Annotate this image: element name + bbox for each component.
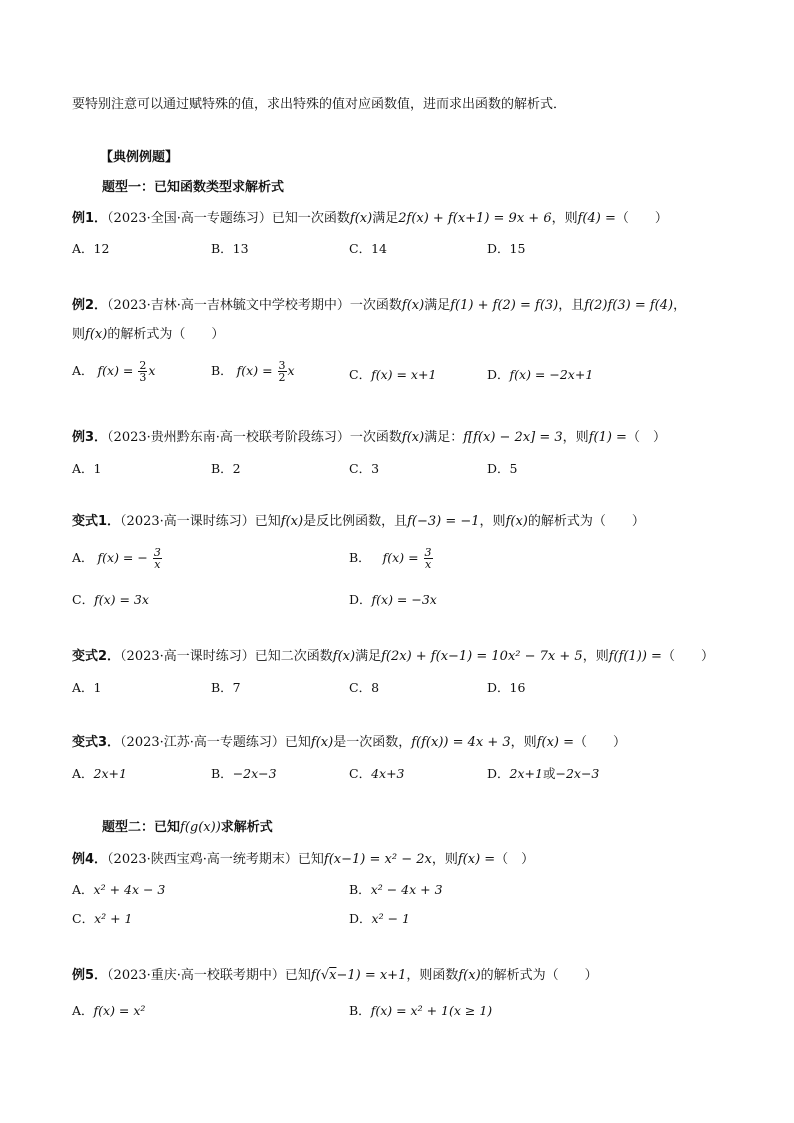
variant-1-option-a[interactable] xyxy=(72,547,163,570)
question-4-tail: ，则 xyxy=(431,852,458,867)
question-2-line-2-fx: f(x) xyxy=(85,327,108,342)
option-letter: A． xyxy=(72,766,94,781)
option-math: f(x) = x² + 1(x ≥ 1) xyxy=(370,1003,493,1018)
section-label: 【典例例题】 xyxy=(100,150,179,165)
variant-3-tail: ，则 xyxy=(510,735,537,750)
option-letter: B． xyxy=(211,363,233,378)
variant-1-text: 已知 xyxy=(254,514,281,529)
question-4-label: 例4． xyxy=(72,852,108,867)
question-1 xyxy=(72,210,668,228)
variant-3-option-b[interactable] xyxy=(211,765,277,783)
variant-3-fx: f(x) xyxy=(310,735,334,750)
option-math: x² + 1 xyxy=(94,911,133,926)
question-2-mid: 满足 xyxy=(424,298,451,313)
question-1-option-a[interactable]: A．12 xyxy=(72,241,110,256)
question-4-bracket: （ ） xyxy=(495,852,535,867)
variant-1-label: 变式1． xyxy=(72,514,121,529)
question-3-ask: f(1) = xyxy=(588,430,627,445)
variant-2-tail: ，则 xyxy=(582,649,609,664)
question-3-source: （2023·贵州黔东南·高一校联考阶段练习） xyxy=(107,430,350,445)
question-5-option-a[interactable] xyxy=(72,1002,145,1020)
option-letter: A． xyxy=(72,1003,94,1018)
question-2-equation-1: f(1) + f(2) = f(3) xyxy=(450,298,559,313)
variant-1-option-b[interactable] xyxy=(349,547,434,570)
fraction-numerator: 2 xyxy=(139,359,147,372)
option-math: 2x+1 xyxy=(509,766,543,781)
option-letter: B． xyxy=(349,882,371,897)
question-3-option-a[interactable]: A．1 xyxy=(72,461,102,476)
question-1-equation: 2f(x) + f(x+1) = 9x + 6 xyxy=(398,211,552,226)
question-2-line-2 xyxy=(72,326,224,344)
question-2-mid-2: ，且 xyxy=(558,298,585,313)
type2-title-post: 求解析式 xyxy=(220,820,273,835)
option-or: 或 xyxy=(542,766,556,781)
question-2-label: 例2． xyxy=(72,298,108,313)
question-3-option-b[interactable]: B．2 xyxy=(211,461,241,476)
question-5-sqrt-radicand: x xyxy=(329,968,337,983)
question-3-equation: f[f(x) − 2x] = 3 xyxy=(463,430,563,445)
fraction-denominator: 2 xyxy=(278,371,286,384)
option-math: f(x) = x+1 xyxy=(371,367,437,382)
question-4-text: 已知 xyxy=(297,852,324,867)
question-4-option-c[interactable] xyxy=(72,910,133,928)
question-2-end: ， xyxy=(673,298,687,313)
variant-3-mid: 是一次函数， xyxy=(333,735,412,750)
variant-3-ask: f(x) = xyxy=(536,735,574,750)
variant-2-source: （2023·高一课时练习） xyxy=(120,649,255,664)
question-3-fx: f(x) xyxy=(401,430,425,445)
variant-2-option-b[interactable]: B．7 xyxy=(211,680,241,695)
variant-3-source: （2023·江苏·高一专题练习） xyxy=(120,735,285,750)
question-1-mid: 满足 xyxy=(372,211,399,226)
question-2-option-b[interactable] xyxy=(211,360,295,383)
variant-1-option-d[interactable] xyxy=(349,591,437,609)
question-1-ask: f(4) = xyxy=(577,211,616,226)
variant-3-text: 已知 xyxy=(284,735,311,750)
option-letter: D． xyxy=(487,367,510,382)
option-math-2: −2x−3 xyxy=(555,766,600,781)
option-letter: A． xyxy=(72,363,94,378)
variant-1-tail: ，则 xyxy=(479,514,506,529)
question-1-source: （2023·全国·高一专题练习） xyxy=(107,211,272,226)
option-math: −2x−3 xyxy=(232,766,277,781)
variant-2-option-c[interactable]: C．8 xyxy=(349,680,380,695)
question-5-sqrt-sign: √ xyxy=(320,968,330,983)
option-letter: D． xyxy=(349,592,372,607)
question-2-source: （2023·吉林·高一吉林毓文中学校考期中） xyxy=(107,298,350,313)
type2-title xyxy=(102,819,273,837)
variant-2-label: 变式2． xyxy=(72,649,121,664)
option-letter: C． xyxy=(72,592,95,607)
option-letter: C． xyxy=(349,367,372,382)
question-3-option-c[interactable]: C．3 xyxy=(349,461,380,476)
question-3-text: 一次函数 xyxy=(349,430,402,445)
variant-2-option-d[interactable]: D．16 xyxy=(487,680,526,695)
option-math: f(x) = x² xyxy=(93,1003,146,1018)
question-5-tail-2: 的解析式为（ ） xyxy=(480,968,598,983)
fraction-3-2 xyxy=(278,360,287,383)
option-letter: B． xyxy=(349,1003,371,1018)
variant-1-tail-2: 的解析式为（ ） xyxy=(527,514,645,529)
variant-2-bracket: （ ） xyxy=(661,649,714,664)
option-letter: D． xyxy=(487,766,510,781)
variant-1-equation: f(−3) = −1 xyxy=(407,514,480,529)
fraction-denominator: 3 xyxy=(139,371,147,384)
option-lhs: f(x) = xyxy=(97,363,134,378)
question-1-fx: f(x) xyxy=(349,211,373,226)
variant-2-equation: f(2x) + f(x−1) = 10x² − 7x + 5 xyxy=(381,649,583,664)
variant-3-option-c[interactable] xyxy=(349,765,405,783)
variant-3 xyxy=(72,734,626,752)
fraction-3-x xyxy=(424,547,433,570)
question-2-line-2-post: 的解析式为（ ） xyxy=(107,327,225,342)
question-5 xyxy=(72,967,598,985)
variant-1-fx-2: f(x) xyxy=(505,514,528,529)
question-5-equation-post: −1) = x+1 xyxy=(336,968,407,983)
variant-1-fx: f(x) xyxy=(280,514,304,529)
question-3-option-d[interactable]: D．5 xyxy=(487,461,518,476)
question-2-equation-2: f(2)f(3) = f(4) xyxy=(584,298,674,313)
option-math: f(x) = 3x xyxy=(94,592,149,607)
question-5-text: 已知 xyxy=(284,968,311,983)
question-5-fx: f(x) xyxy=(458,968,481,983)
option-math: f(x) = −3x xyxy=(371,592,437,607)
option-math: f(x) = −2x+1 xyxy=(509,367,594,382)
fraction-denominator: x xyxy=(154,558,161,571)
type2-title-math: f(g(x)) xyxy=(180,820,221,835)
question-1-option-d[interactable]: D．15 xyxy=(487,241,526,256)
fraction-numerator: 3 xyxy=(278,359,286,372)
option-letter: A． xyxy=(72,550,94,565)
variant-2-mid: 满足 xyxy=(355,649,382,664)
question-2-fx: f(x) xyxy=(401,298,425,313)
question-2 xyxy=(72,297,686,315)
variant-1-source: （2023·高一课时练习） xyxy=(120,514,255,529)
variant-2 xyxy=(72,648,714,666)
question-3-tail: ，则 xyxy=(562,430,589,445)
question-2-option-c[interactable] xyxy=(349,366,436,384)
option-lhs: f(x) = xyxy=(236,363,273,378)
fraction-3-x xyxy=(153,547,162,570)
variant-1-option-c[interactable] xyxy=(72,591,149,609)
fraction-2-3 xyxy=(138,360,147,383)
variant-2-ask: f(f(1)) = xyxy=(608,649,662,664)
question-1-label: 例1． xyxy=(72,211,108,226)
question-5-tail: ，则函数 xyxy=(406,968,459,983)
variant-2-fx: f(x) xyxy=(332,649,356,664)
question-2-text: 一次函数 xyxy=(349,298,402,313)
question-4-option-d[interactable] xyxy=(349,910,410,928)
variant-3-equation: f(f(x)) = 4x + 3 xyxy=(411,735,511,750)
option-letter: C． xyxy=(349,766,372,781)
variant-2-text: 已知二次函数 xyxy=(254,649,333,664)
variant-1 xyxy=(72,513,645,531)
option-letter: C． xyxy=(72,911,95,926)
fraction-numerator: 3 xyxy=(424,546,432,559)
option-math: x² − 4x + 3 xyxy=(370,882,443,897)
option-letter: B． xyxy=(211,766,233,781)
question-2-line-2-pre: 则 xyxy=(72,327,86,342)
option-math: x² + 4x − 3 xyxy=(93,882,166,897)
question-4-option-b[interactable] xyxy=(349,881,443,899)
option-variable: x xyxy=(287,363,295,378)
question-2-option-d[interactable] xyxy=(487,366,593,384)
option-letter: D． xyxy=(349,911,372,926)
type2-title-pre: 题型二：已知 xyxy=(102,820,181,835)
question-5-equation-pre: f( xyxy=(310,968,321,983)
type1-title: 题型一：已知函数类型求解析式 xyxy=(102,180,285,195)
option-variable: x xyxy=(148,363,156,378)
question-3-bracket: （ ） xyxy=(626,430,666,445)
variant-2-option-a[interactable]: A．1 xyxy=(72,680,102,695)
question-3-mid: 满足： xyxy=(424,430,464,445)
question-1-tail: ，则 xyxy=(551,211,578,226)
intro-text: 要特别注意可以通过赋特殊的值，求出特殊的值对应函数值，进而求出函数的解析式． xyxy=(72,97,567,112)
question-5-label: 例5． xyxy=(72,968,108,983)
question-3-label: 例3． xyxy=(72,430,108,445)
question-5-option-b[interactable] xyxy=(349,1002,492,1020)
question-4-equation: f(x−1) = x² − 2x xyxy=(323,852,432,867)
variant-3-label: 变式3． xyxy=(72,735,121,750)
question-2-option-a[interactable] xyxy=(72,360,155,383)
variant-1-mid: 是反比例函数，且 xyxy=(303,514,408,529)
variant-3-bracket: （ ） xyxy=(574,735,627,750)
question-5-source: （2023·重庆·高一校联考期中） xyxy=(107,968,285,983)
question-1-option-c[interactable]: C．14 xyxy=(349,241,387,256)
question-3 xyxy=(72,429,666,447)
question-1-option-b[interactable]: B．13 xyxy=(211,241,249,256)
variant-3-option-d[interactable] xyxy=(487,765,599,783)
fraction-denominator: x xyxy=(424,558,432,571)
variant-3-option-a[interactable] xyxy=(72,765,127,783)
option-math: 2x+1 xyxy=(93,766,127,781)
option-letter: A． xyxy=(72,882,94,897)
question-1-text: 已知一次函数 xyxy=(271,211,350,226)
question-1-bracket: （ ） xyxy=(615,211,668,226)
fraction-numerator: 3 xyxy=(153,546,161,559)
option-math: 4x+3 xyxy=(371,766,405,781)
question-4-option-a[interactable] xyxy=(72,881,165,899)
option-letter: B． xyxy=(349,550,371,565)
option-lhs: f(x) = − xyxy=(97,550,148,565)
option-lhs: f(x) = xyxy=(382,550,419,565)
question-4-ask: f(x) = xyxy=(457,852,496,867)
question-4-source: （2023·陕西宝鸡·高一统考期末） xyxy=(107,852,298,867)
question-4 xyxy=(72,851,534,869)
option-math: x² − 1 xyxy=(371,911,410,926)
